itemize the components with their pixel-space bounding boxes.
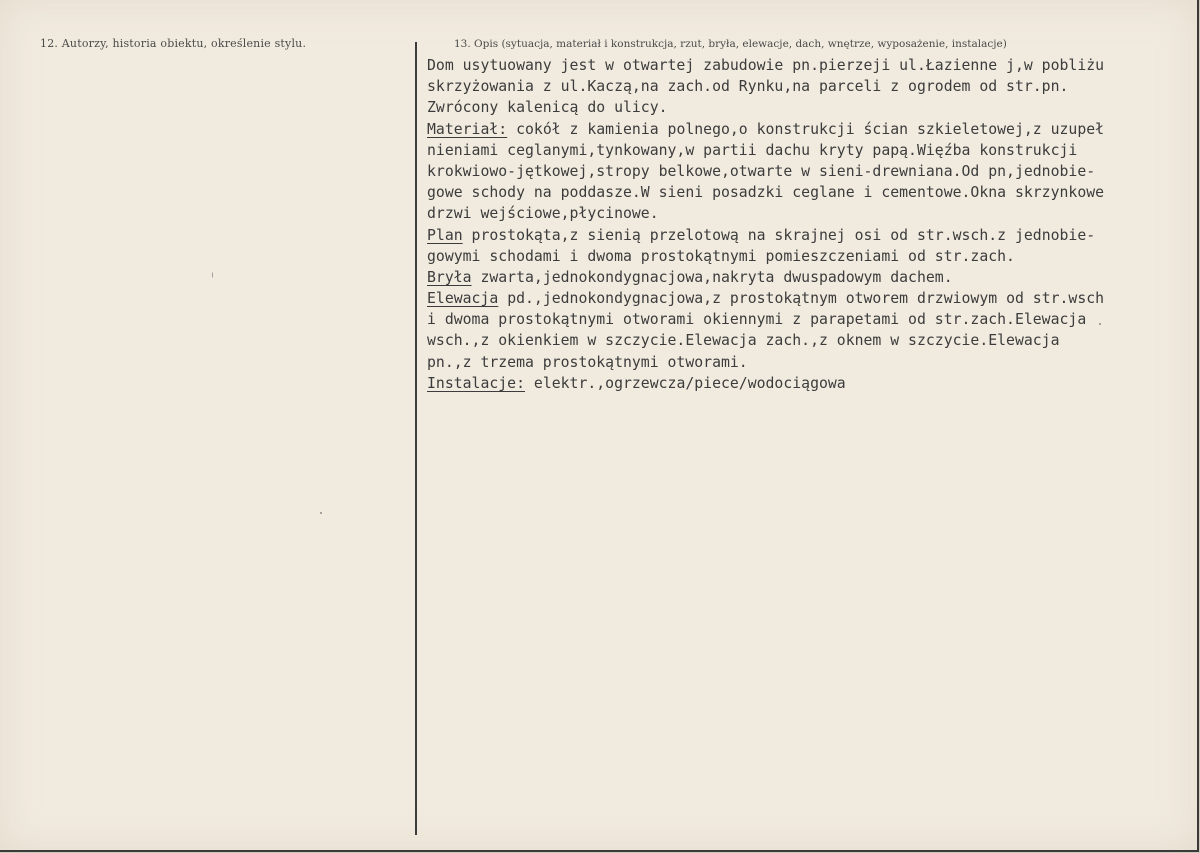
line-text: Zwrócony kalenicą do ulicy. [427, 99, 668, 117]
typed-line [427, 330, 1197, 351]
paper-speck [1099, 323, 1101, 325]
line-text: nieniami ceglanymi,tynkowany,w partii dachu kryty papą.Więźba konstrukcji [427, 141, 1078, 159]
typed-line [427, 203, 1197, 224]
line-text: skrzyżowania z ul.Kaczą,na zach.od Rynku,na parceli z ogrodem od str.pn. [427, 78, 1069, 96]
typed-line [427, 352, 1197, 373]
column-divider [415, 42, 417, 835]
section-label: Bryła [427, 268, 472, 286]
section-label: Instalacje: [427, 374, 525, 392]
typed-line [427, 76, 1197, 97]
typed-line [427, 119, 1197, 140]
section-13-header: 13. Opis (sytuacja, materiał i konstrukcja, rzut, bryła, elewacje, dach, wnętrze, wyposażenie, instalacje) [454, 38, 1007, 50]
section-label: Elewacja [427, 290, 499, 308]
typed-line [427, 182, 1197, 203]
paper-speck [212, 272, 213, 278]
line-text: gowe schody na poddasze.W sieni posadzki ceglane i cementowe.Okna skrzynkowe [427, 184, 1105, 202]
typed-line [427, 161, 1197, 182]
typed-line [427, 267, 1197, 288]
section-label: Plan [427, 226, 463, 244]
paper-speck [320, 512, 322, 514]
typed-line [427, 55, 1197, 76]
line-text: gowymi schodami i dwoma prostokątnymi pomieszczeniami od str.zach. [427, 247, 1015, 265]
line-text: Dom usytuowany jest w otwartej zabudowie pn.pierzeji ul.Łazienne j,w pobliżu [427, 57, 1105, 74]
line-text: wsch.,z okienkiem w szczycie.Elewacja zach.,z oknem w szczycie.Elewacja [427, 332, 1060, 350]
line-text: pn.,z trzema prostokątnymi otworami. [427, 353, 748, 371]
typed-line [427, 373, 1197, 394]
typed-line [427, 97, 1197, 118]
typed-line [427, 246, 1197, 267]
line-text: prostokąta,z sienią przelotową na skrajnej osi od str.wsch.z jednobie- [462, 226, 1096, 244]
section-label: Materiał: [427, 120, 508, 138]
typed-line [427, 140, 1197, 161]
line-text: pd.,jednokondygnacjowa,z prostokątnym otworem drzwiowym od str.wsch [498, 290, 1105, 308]
line-text: cokół z kamienia polnego,o konstrukcji ścian szkieletowej,z uzupeł [507, 120, 1105, 138]
typed-line [427, 225, 1197, 246]
typed-line [427, 309, 1197, 330]
section-12-header: 12. Autorzy, historia obiektu, określenie stylu. [40, 37, 307, 50]
typed-description [427, 55, 1197, 394]
line-text: elektr.,ogrzewcza/piece/wodociągowa [525, 374, 846, 392]
line-text: drzwi wejściowe,płycinowe. [427, 205, 659, 223]
typed-line [427, 288, 1197, 309]
line-text: zwarta,jednokondygnacjowa,nakryta dwuspadowym dachem. [471, 268, 953, 286]
line-text: krokwiowo-jętkowej,stropy belkowe,otwarte w sieni-drewniana.Od pn,jednobie- [427, 162, 1096, 180]
line-text: i dwoma prostokątnymi otworami okiennymi z parapetami od str.zach.Elewacja [427, 311, 1087, 329]
